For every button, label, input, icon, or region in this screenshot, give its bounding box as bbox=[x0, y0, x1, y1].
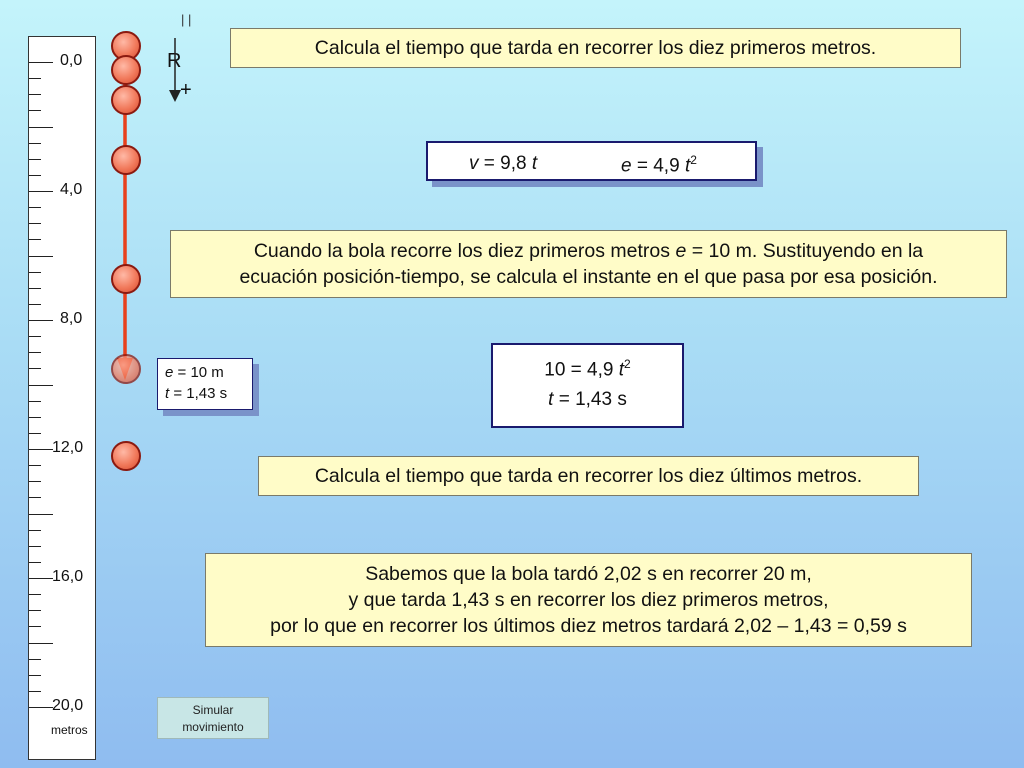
ruler-tick bbox=[29, 417, 41, 418]
ruler-tick bbox=[29, 336, 41, 337]
ruler-tick bbox=[29, 578, 53, 579]
ruler-tick bbox=[29, 610, 41, 611]
ruler-tick bbox=[29, 239, 41, 240]
equation-line-1: 10 = 4,9 $t^2$ bbox=[544, 357, 631, 381]
pause-icon[interactable]: | | bbox=[181, 12, 192, 27]
ball-position-4 bbox=[111, 145, 141, 175]
tag-time: t = 1,43 s bbox=[165, 385, 228, 402]
ruler-tick bbox=[29, 626, 41, 627]
question-last-ten-meters: Calcula el tiempo que tarda en recorrer los diez últimos metros. bbox=[258, 456, 919, 496]
simulate-label-2: movimiento bbox=[182, 720, 244, 734]
ruler-tick bbox=[29, 691, 41, 692]
ruler-tick bbox=[29, 465, 41, 466]
ruler-tick bbox=[29, 256, 53, 257]
ruler-tick bbox=[29, 78, 41, 79]
reference-label: R bbox=[167, 50, 182, 72]
ruler-tick bbox=[29, 368, 41, 369]
ruler-tick bbox=[29, 401, 41, 402]
simulate-label-1: Simular bbox=[192, 703, 234, 717]
ruler-tick bbox=[29, 223, 41, 224]
ruler-tick bbox=[29, 497, 41, 498]
conclusion-box bbox=[205, 553, 972, 647]
explanation-box bbox=[170, 230, 1007, 298]
question-first-ten-meters: Calcula el tiempo que tarda en recorrer los diez primeros metros. bbox=[230, 28, 961, 68]
ruler-tick bbox=[29, 272, 41, 273]
ruler-tick bbox=[29, 449, 53, 450]
ruler-label-4: 4,0 bbox=[60, 181, 83, 198]
ruler-label-20: 20,0 bbox=[52, 697, 84, 714]
ruler-tick bbox=[29, 94, 41, 95]
conclusion-line-1: Sabemos que la bola tardó 2,02 s en recorrer 20 m, bbox=[365, 563, 812, 585]
explanation-line-1: Cuando la bola recorre los diez primeros metros e = 10 m. Sustituyendo en la bbox=[253, 240, 924, 262]
ruler-tick bbox=[29, 675, 41, 676]
ruler-label-0: 0,0 bbox=[60, 52, 83, 69]
ruler-tick bbox=[29, 110, 41, 111]
meter-ruler bbox=[28, 36, 96, 760]
ruler-tick bbox=[29, 304, 41, 305]
ruler-tick bbox=[29, 352, 41, 353]
ball-position-2 bbox=[111, 55, 141, 85]
ruler-tick bbox=[29, 127, 53, 128]
equation-solution-box bbox=[491, 343, 684, 428]
position-equation: e = 4,9 $t^2$ bbox=[621, 153, 697, 177]
ruler-tick bbox=[29, 175, 41, 176]
ruler-tick bbox=[29, 530, 41, 531]
position-tag bbox=[157, 358, 253, 410]
ruler-tick bbox=[29, 207, 41, 208]
ruler-label-8: 8,0 bbox=[60, 310, 83, 327]
conclusion-line-2: y que tarda 1,43 s en recorrer los diez primeros metros, bbox=[348, 589, 829, 611]
ball-position-6 bbox=[111, 354, 141, 384]
ruler-label-16: 16,0 bbox=[52, 568, 84, 585]
ruler-tick bbox=[29, 514, 53, 515]
ruler-tick bbox=[29, 643, 53, 644]
ruler-tick bbox=[29, 143, 41, 144]
ruler-tick bbox=[29, 433, 41, 434]
ball-position-7 bbox=[111, 441, 141, 471]
ruler-tick bbox=[29, 159, 41, 160]
ruler-tick bbox=[29, 707, 53, 708]
ruler-tick bbox=[29, 481, 41, 482]
equation-line-2: t = 1,43 s bbox=[548, 389, 627, 411]
ruler-label-12: 12,0 bbox=[52, 439, 84, 456]
ruler-tick bbox=[29, 385, 53, 386]
ball-position-5 bbox=[111, 264, 141, 294]
ruler-tick bbox=[29, 562, 41, 563]
ruler-tick bbox=[29, 659, 41, 660]
ruler-tick bbox=[29, 62, 53, 63]
ruler-tick bbox=[29, 546, 41, 547]
simulate-motion-button[interactable] bbox=[157, 697, 269, 739]
ruler-tick bbox=[29, 288, 41, 289]
reference-arrow-icon bbox=[163, 36, 187, 106]
ruler-tick bbox=[29, 594, 41, 595]
conclusion-line-3: por lo que en recorrer los últimos diez metros tardará 2,02 – 1,43 = 0,59 s bbox=[270, 615, 907, 637]
ball-position-3 bbox=[111, 85, 141, 115]
ruler-tick bbox=[29, 191, 53, 192]
positive-sign: + bbox=[180, 79, 192, 101]
tag-distance: e = 10 m bbox=[165, 364, 224, 381]
velocity-equation: v = 9,8 t bbox=[469, 153, 538, 174]
motion-equations-box bbox=[426, 141, 757, 181]
explanation-line-2: ecuación posición-tiempo, se calcula el instante en el que pasa por esa posición. bbox=[239, 266, 938, 288]
ruler-unit: metros bbox=[51, 723, 88, 737]
ruler-tick bbox=[29, 320, 53, 321]
